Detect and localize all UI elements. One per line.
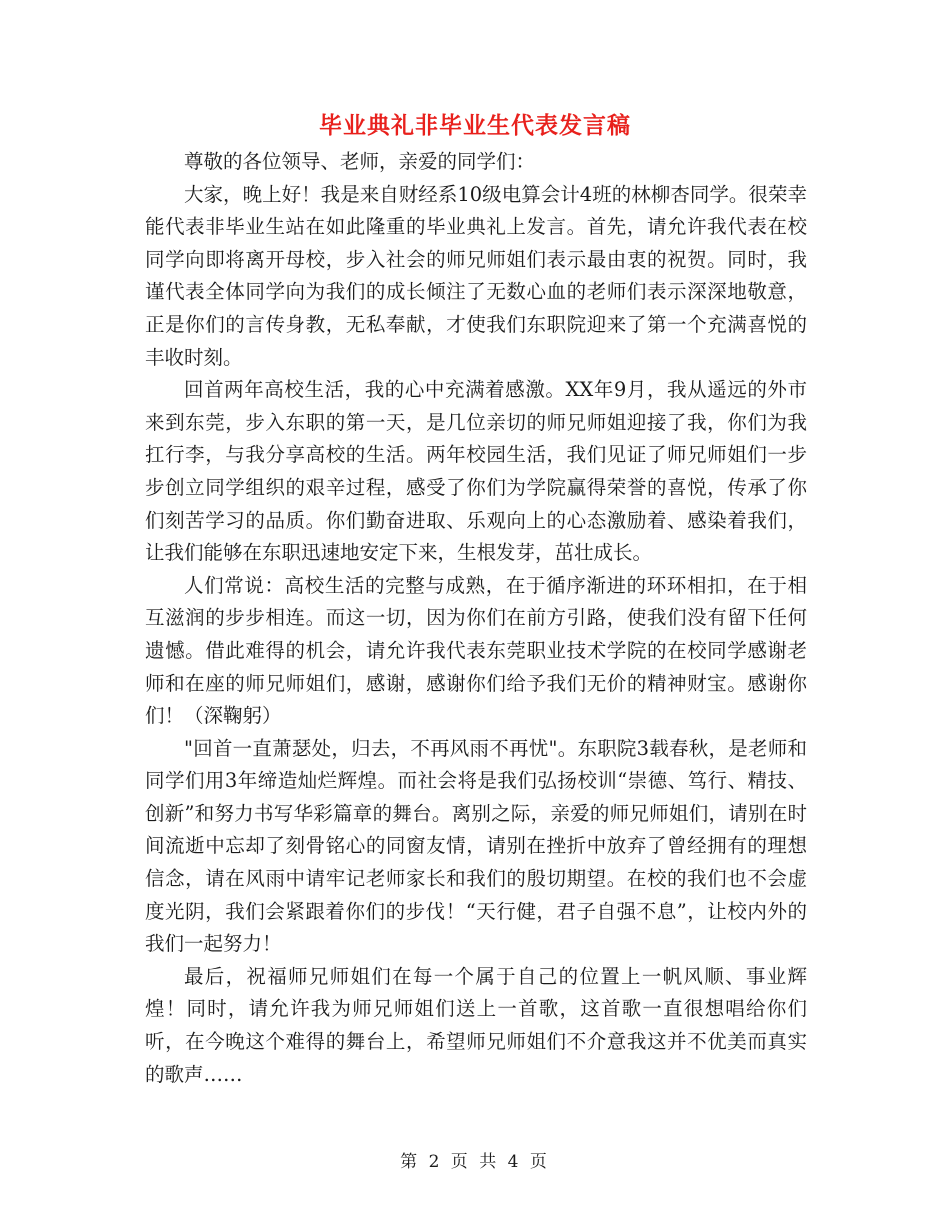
salutation-paragraph: 尊敬的各位领导、老师，亲爱的同学们： [184,150,536,173]
gratitude-paragraph: 人们常说：高校生活的完整与成熟，在于循序渐进的环环相扣，在于相互滋润的步步相连。而这一切，因为你们在前方引路，使我们没有留下任何遗憾。借此难得的机会，请允许我代表东莞职业技术学院的在校同学感谢老师和在座的师兄师姐们，感谢，感谢你们给予我们无价的精神财宝。感谢你们！（深鞠躬） [145,573,807,728]
page-number-footer: 第 2 页 共 4 页 [400,1152,550,1172]
document-body [145,146,807,1091]
farewell-paragraph: "回首一直萧瑟处，归去，不再风雨不再忧"。东职院3载春秋，是老师和同学们用3年缔造灿烂辉煌。而社会将是我们弘扬校训“崇德、笃行、精技、创新”和努力书写华彩篇章的舞台。离别之际，亲爱的师兄师姐们，请别在时间流逝中忘却了刻骨铭心的同窗友情，请别在挫折中放弃了曾经拥有的理想信念，请在风雨中请牢记老师家长和我们的殷切期望。在校的我们也不会虚度光阴，我们会紧跟着你们的步伐！“天行健，君子自强不息”，让校内外的我们一起努力！ [145,736,807,956]
greeting-paragraph: 大家，晚上好！我是来自财经系10级电算会计4班的林柳杏同学。很荣幸能代表非毕业生站在如此隆重的毕业典礼上发言。首先，请允许我代表在校同学向即将离开母校，步入社会的师兄师姐们表示最由衷的祝贺。同时，我谨代表全体同学向为我们的成长倾注了无数心血的老师们表示深深地敬意，正是你们的言传身教，无私奉献，才使我们东职院迎来了第一个充满喜悦的丰收时刻。 [145,182,807,369]
recollection-paragraph: 回首两年高校生活，我的心中充满着感激。XX年9月，我从遥远的外市来到东莞，步入东职的第一天，是几位亲切的师兄师姐迎接了我，你们为我扛行李，与我分享高校的生活。两年校园生活，我们见证了师兄师姐们一步步创立同学组织的艰辛过程，感受了你们为学院赢得荣誉的喜悦，传承了你们刻苦学习的品质。你们勤奋进取、乐观向上的心态激励着、感染着我们，让我们能够在东职迅速地安定下来，生根发芽，茁壮成长。 [145,378,807,565]
closing-paragraph: 最后，祝福师兄师姐们在每一个属于自己的位置上一帆风顺、事业辉煌！同时，请允许我为师兄师姐们送上一首歌，这首歌一直很想唱给你们听，在今晚这个难得的舞台上，希望师兄师姐们不介意我这并不优美而真实的歌声…… [145,964,807,1086]
document-title: 毕业典礼非毕业生代表发言稿 [319,113,631,139]
